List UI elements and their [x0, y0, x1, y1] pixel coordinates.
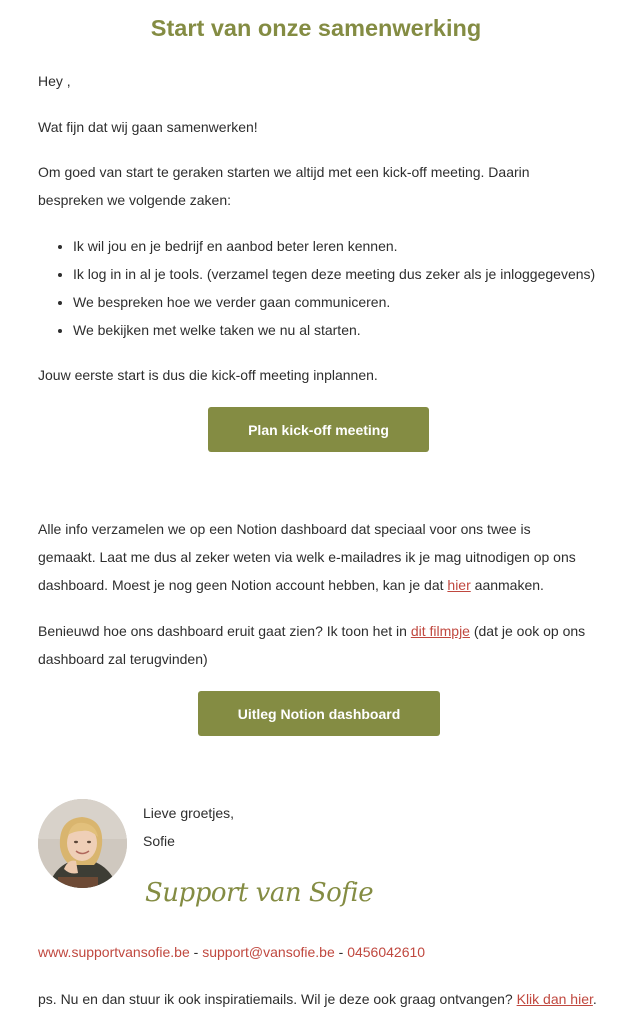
signature-logo: Support van Sofie — [145, 878, 374, 908]
newsletter-signup-link[interactable]: Klik dan hier — [516, 991, 593, 1007]
email-link[interactable]: support@vansofie.be — [202, 944, 335, 960]
ps-text-after: . — [592, 991, 597, 1007]
signoff-text: Lieve groetjes, — [143, 805, 235, 821]
avatar — [38, 799, 127, 888]
signoff-name: Sofie — [143, 833, 175, 849]
video-paragraph-line2: dashboard zal terugvinden) — [38, 651, 208, 667]
page-title: Start van onze samenwerking — [150, 15, 482, 41]
ps-text-before: ps. Nu en dan stuur ik ook inspiratiemails. Wil je deze ook graag ontvangen? — [38, 991, 517, 1007]
first-start-text: Jouw eerste start is dus die kick-off meeting inplannen. — [38, 367, 378, 383]
profile-photo-icon — [38, 799, 127, 888]
footer-separator: - — [334, 944, 348, 960]
list-item: • Ik wil jou en je bedrijf en aanbod beter leren kennen. — [73, 232, 632, 260]
notion-explainer-button[interactable]: Uitleg Notion dashboard — [198, 691, 440, 736]
notion-paragraph-line3 — [38, 571, 608, 599]
intro-text: Wat fijn dat wij gaan samenwerken! — [38, 119, 258, 135]
plan-kickoff-button[interactable]: Plan kick-off meeting — [208, 407, 429, 452]
phone-link[interactable]: 0456042610 — [347, 944, 426, 960]
contact-footer — [38, 941, 425, 963]
footer-separator: - — [189, 944, 203, 960]
kickoff-paragraph-line2: bespreken we volgende zaken: — [38, 192, 232, 208]
greeting: Hey , — [38, 73, 71, 89]
kickoff-paragraph-line1: Om goed van start te geraken starten we altijd met een kick-off meeting. Daarin — [38, 164, 530, 180]
notion-text-after: aanmaken. — [470, 577, 544, 593]
list-item: • We bespreken hoe we verder gaan communiceren. — [73, 288, 632, 316]
ps-paragraph — [38, 985, 623, 1013]
agenda-list — [38, 232, 632, 344]
notion-signup-link[interactable]: hier — [447, 577, 471, 593]
list-item: • Ik log in in al je tools. (verzamel tegen deze meeting dus zeker als je inloggegevens) — [73, 260, 632, 288]
website-link[interactable]: www.supportvansofie.be — [38, 944, 190, 960]
video-text-after: (dat je ook op ons — [469, 623, 586, 639]
notion-text-before: dashboard. Moest je nog geen Notion account hebben, kan je dat — [38, 577, 448, 593]
notion-paragraph-line1: Alle info verzamelen we op een Notion dashboard dat speciaal voor ons twee is — [38, 521, 531, 537]
video-paragraph-line1 — [38, 617, 608, 645]
notion-paragraph-line2: gemaakt. Laat me dus al zeker weten via welk e-mailadres ik je mag uitnodigen op ons — [38, 549, 576, 565]
video-text-before: Benieuwd hoe ons dashboard eruit gaat zien? Ik toon het in — [38, 623, 411, 639]
list-item: • We bekijken met welke taken we nu al starten. — [73, 316, 632, 344]
video-link[interactable]: dit filmpje — [410, 623, 470, 639]
